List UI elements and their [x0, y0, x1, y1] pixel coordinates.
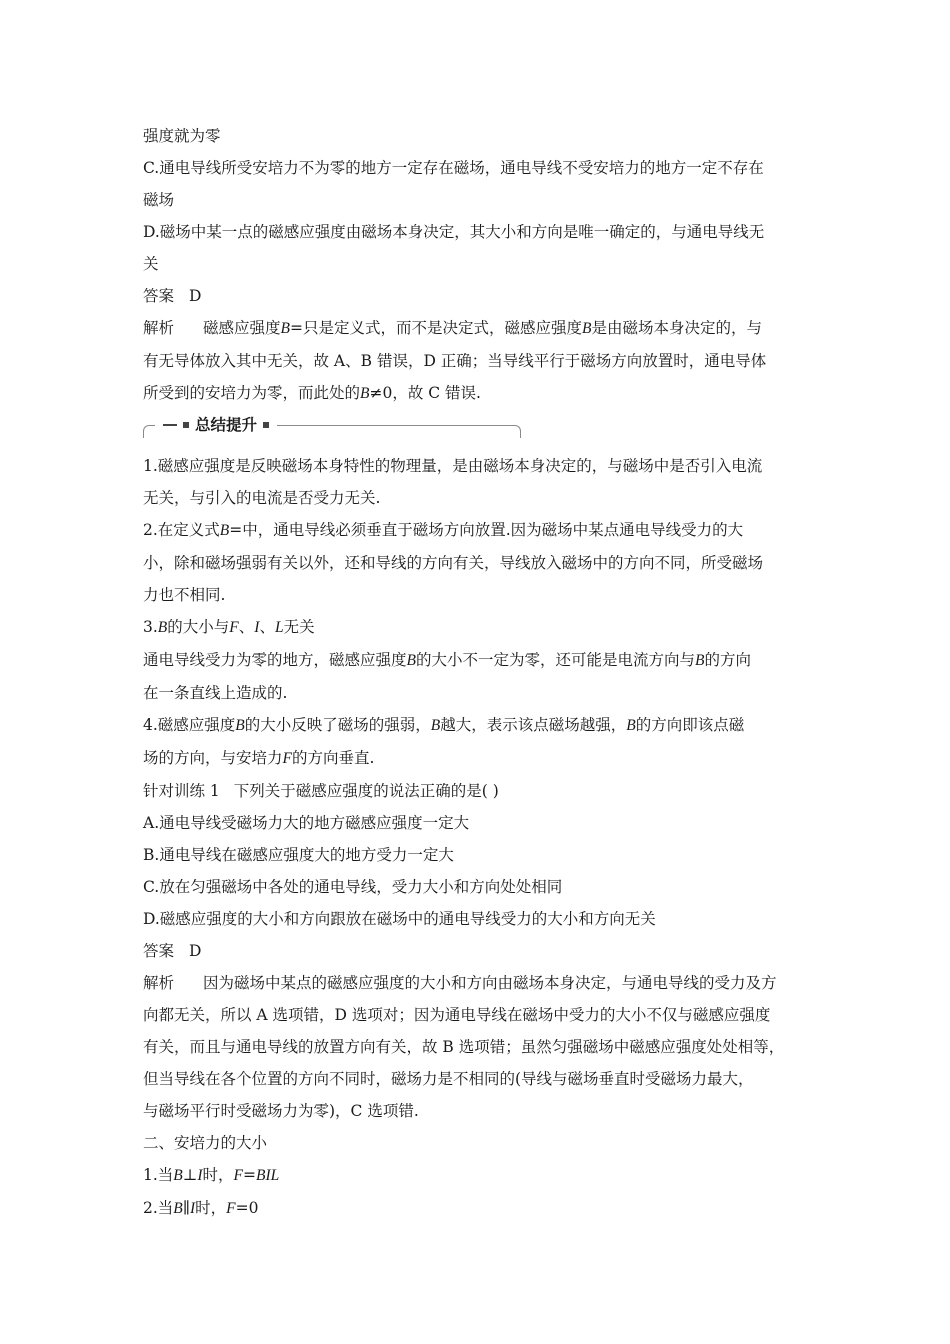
- summary-line: 小，除和磁场强弱有关以外，还和导线的方向有关，导线放入磁场中的方向不同，所受磁场: [143, 554, 764, 572]
- formula-text: =0: [235, 1199, 259, 1217]
- parallel-symbol: ∥: [182, 1199, 190, 1217]
- formula-text: 时，: [195, 1199, 227, 1217]
- answer-line: [143, 935, 823, 967]
- summary-text: 3.: [143, 618, 158, 636]
- square-icon: [263, 422, 269, 428]
- analysis-line: 但当导线在各个位置的方向不同时，磁场力是不相同的(导线与磁场垂直时受磁场力最大，: [143, 1070, 754, 1088]
- text-line: 磁场: [143, 191, 175, 209]
- answer-value: D: [189, 942, 202, 960]
- square-icon: [183, 422, 189, 428]
- analysis-line: 有无导体放入其中无关，故 A、B 错误，D 正确；当导线平行于磁场方向放置时，通电导体: [143, 352, 767, 370]
- analysis-text: ≠0，故 C 错误.: [369, 384, 481, 402]
- analysis-line: [143, 312, 823, 345]
- summary-line: [143, 644, 823, 677]
- summary-line: 在一条直线上造成的.: [143, 684, 288, 702]
- symbol-i: I: [197, 1167, 203, 1184]
- training-label: 针对训练 1: [143, 782, 220, 800]
- analysis-text: 因为磁场中某点的磁感应强度的大小和方向由磁场本身决定，与通电导线的受力及方: [203, 974, 777, 992]
- summary-line: 1.磁感应强度是反映磁场本身特性的物理量，是由磁场本身决定的，与磁场中是否引入电流: [143, 457, 763, 475]
- summary-title-text: 总结提升: [195, 416, 258, 434]
- summary-text: 的大小反映了磁场的强弱，: [244, 716, 431, 734]
- symbol-f: F: [282, 750, 292, 767]
- analysis-label: 解析: [143, 974, 175, 992]
- section-title: 二、安培力的大小: [143, 1134, 268, 1152]
- option-c-line: C.通电导线所受安培力不为零的地方一定存在磁场，通电导线不受安培力的地方一定不存在: [143, 159, 764, 177]
- summary-text: 4.磁感应强度: [143, 716, 236, 734]
- symbol-i: I: [189, 1200, 196, 1217]
- analysis-text: =只是定义式，而不是决定式，磁感应强度: [289, 319, 582, 337]
- analysis-text: 所受到的安培力为零，而此处的: [143, 384, 361, 402]
- summary-line: [143, 709, 823, 742]
- symbol-b: B: [360, 385, 370, 402]
- summary-line: 无关，与引入的电流是否受力无关.: [143, 489, 381, 507]
- formula-text: 时，: [202, 1166, 234, 1184]
- summary-text: 的大小不一定为零，还可能是电流方向与: [415, 651, 695, 669]
- option-d-line: D.磁场中某一点的磁感应强度由磁场本身决定，其大小和方向是唯一确定的，与通电导线无: [143, 223, 765, 241]
- text-line: 关: [143, 255, 159, 273]
- summary-text: 、: [238, 618, 255, 636]
- symbol-f: F: [226, 1200, 236, 1217]
- summary-line: 力也不相同.: [143, 586, 226, 604]
- summary-text: 越大，表示该点磁场越强，: [440, 716, 627, 734]
- analysis-line: 向都无关，所以 A 选项错，D 选项对；因为通电导线在磁场中受力的大小不仅与磁感应强度: [143, 1006, 771, 1024]
- option-d: D.磁感应强度的大小和方向跟放在磁场中的通电导线受力的大小和方向无关: [143, 910, 656, 928]
- summary-text: 无关: [283, 618, 315, 636]
- summary-title: [155, 412, 277, 438]
- symbol-b: B: [173, 1200, 183, 1217]
- analysis-line: 有关，而且与通电导线的放置方向有关，故 B 选项错；虽然匀强磁场中磁感应强度处处相等，: [143, 1038, 785, 1056]
- summary-text: 2.在定义式: [143, 521, 220, 539]
- symbol-b: B: [219, 522, 230, 539]
- symbol-bil: BIL: [256, 1167, 280, 1184]
- symbol-b: B: [695, 652, 705, 669]
- formula-line: [143, 1192, 823, 1225]
- symbol-b: B: [406, 652, 416, 669]
- formula-line: [143, 1159, 823, 1192]
- symbol-i: I: [254, 619, 260, 636]
- formula-text: 1.当: [143, 1166, 174, 1184]
- symbol-b: B: [235, 717, 245, 734]
- analysis-text: 是由磁场本身决定的，与: [591, 319, 762, 337]
- text-line: 强度就为零: [143, 127, 221, 145]
- document-body: [143, 120, 823, 1225]
- analysis-line: [143, 967, 823, 999]
- option-a: A.通电导线受磁场力大的地方磁感应强度一定大: [143, 814, 470, 832]
- summary-text: 场的方向，与安培力: [143, 749, 283, 767]
- answer-label: 答案: [143, 942, 175, 960]
- analysis-label: 解析: [143, 319, 175, 337]
- analysis-line: 与磁场平行时受磁场力为零)，C 选项错.: [143, 1102, 419, 1120]
- training-question: [143, 775, 823, 807]
- option-b: B.通电导线在磁感应强度大的地方受力一定大: [143, 846, 454, 864]
- symbol-b: B: [430, 717, 441, 734]
- summary-text: 通电导线受力为零的地方，磁感应强度: [143, 651, 407, 669]
- summary-line: [143, 514, 823, 547]
- summary-text: =中，通电导线必须垂直于磁场方向放置.因为磁场中某点通电导线受力的大: [229, 521, 744, 539]
- symbol-b: B: [581, 320, 592, 337]
- formula-text: 2.当: [143, 1199, 174, 1217]
- answer-line: [143, 280, 823, 312]
- answer-label: 答案: [143, 287, 175, 305]
- summary-text: 的大小与: [167, 618, 230, 636]
- option-c: C.放在匀强磁场中各处的通电导线，受力大小和方向处处相同: [143, 878, 563, 896]
- symbol-b: B: [157, 619, 168, 636]
- symbol-b: B: [626, 717, 636, 734]
- summary-line: [143, 611, 823, 644]
- dash-icon: [163, 424, 177, 426]
- summary-header: [143, 412, 521, 446]
- perpendicular-symbol: ⊥: [182, 1166, 198, 1184]
- symbol-f: F: [229, 619, 239, 636]
- summary-line: [143, 742, 823, 775]
- analysis-text: 磁感应强度: [203, 319, 281, 337]
- summary-text: 的方向即该点磁: [635, 716, 745, 734]
- summary-text: 、: [259, 618, 275, 636]
- symbol-f: F: [233, 1167, 243, 1184]
- symbol-b: B: [173, 1167, 183, 1184]
- analysis-line: [143, 377, 823, 410]
- equals-symbol: =: [243, 1166, 256, 1184]
- answer-value: D: [189, 287, 202, 305]
- symbol-b: B: [280, 320, 290, 337]
- question-text: 下列关于磁感应强度的说法正确的是( ): [233, 782, 499, 800]
- summary-text: 的方向: [704, 651, 751, 669]
- symbol-l: L: [274, 619, 284, 636]
- summary-text: 的方向垂直.: [291, 749, 375, 767]
